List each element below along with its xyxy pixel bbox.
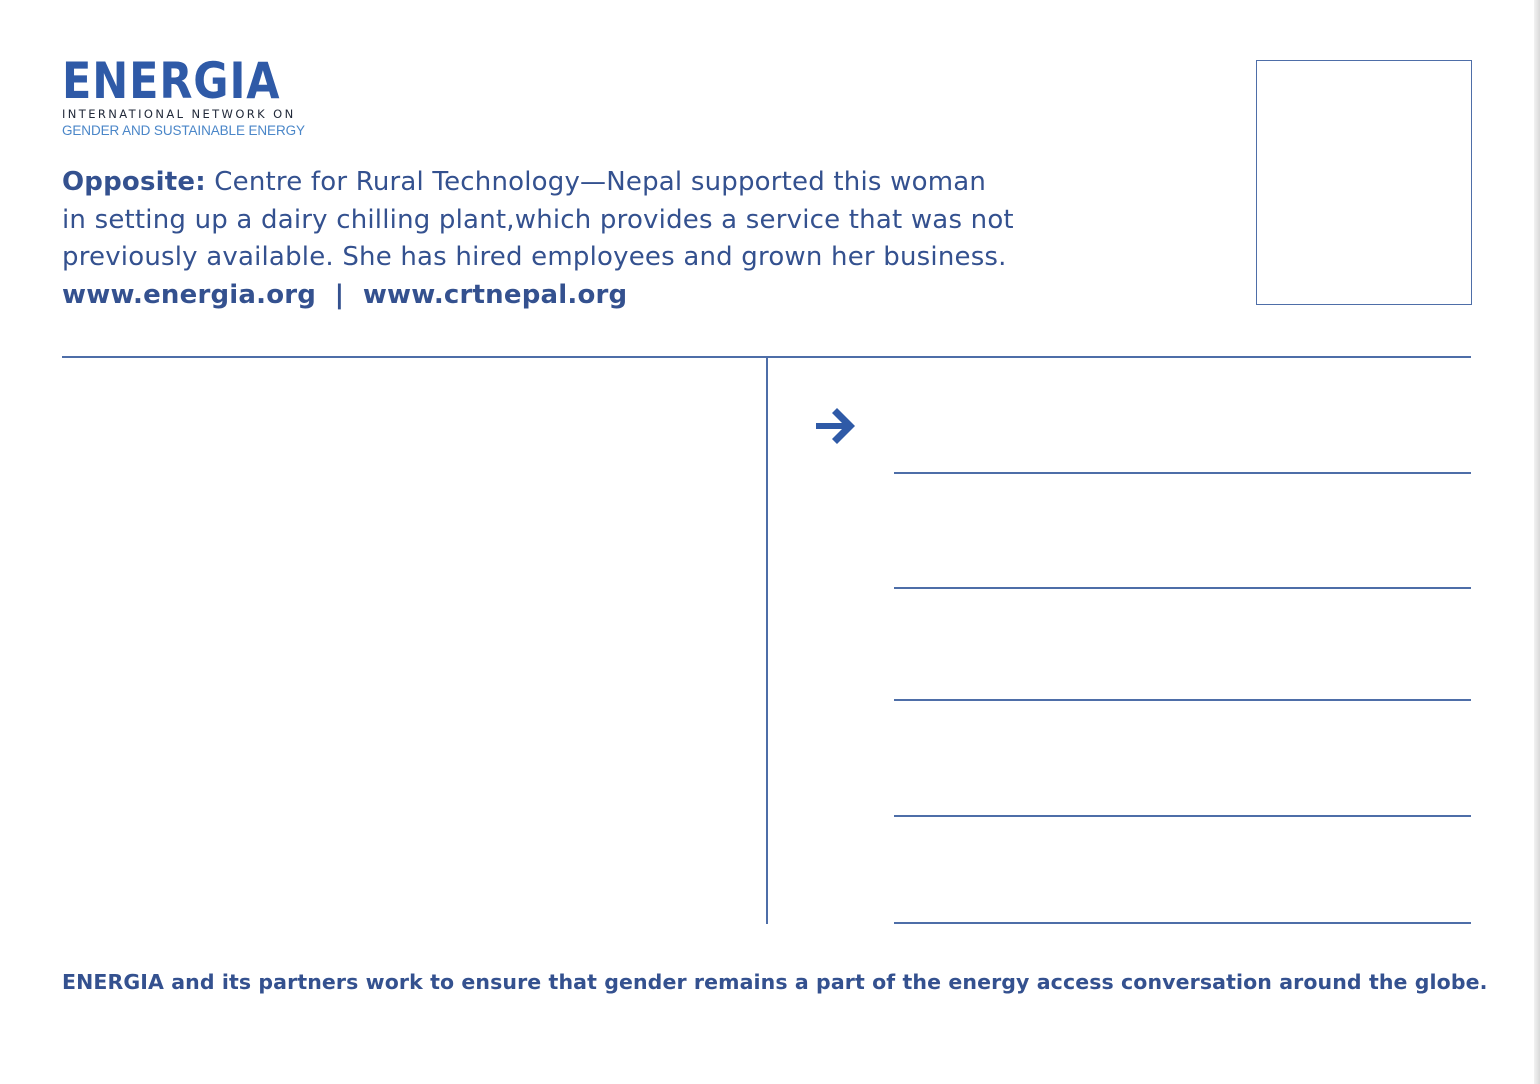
address-line-2: [894, 587, 1471, 589]
stamp-box: [1256, 60, 1472, 305]
caption-links: [62, 277, 1122, 315]
logo-tagline-line2: GENDER AND SUSTAINABLE ENERGY: [62, 123, 305, 138]
caption-lead: Opposite:: [62, 167, 206, 197]
caption-line-1: [62, 164, 1122, 202]
caption-line-1-text: Centre for Rural Technology—Nepal supported this woman: [205, 167, 987, 197]
photo-caption: [62, 164, 1122, 314]
link-separator: |: [316, 279, 363, 310]
address-line-4: [894, 815, 1471, 817]
energia-logo: [62, 52, 314, 138]
logo-tagline-line1: INTERNATIONAL NETWORK ON: [62, 107, 296, 121]
crtnepal-link[interactable]: www.crtnepal.org: [362, 279, 628, 310]
page-edge-shadow: [1534, 0, 1540, 1084]
center-divider: [766, 357, 768, 924]
caption-line-2: in setting up a dairy chilling plant,which provides a service that was not: [62, 204, 1014, 235]
energia-link[interactable]: www.energia.org: [62, 279, 317, 310]
caption-line-3: previously available. She has hired employees and grown her business.: [62, 242, 1007, 272]
arrow-right-icon: [814, 406, 858, 446]
address-line-3: [894, 699, 1471, 701]
address-line-1: [894, 472, 1471, 474]
footer-statement: ENERGIA and its partners work to ensure that gender remains a part of the energy access conversation around the globe.: [62, 970, 1488, 994]
address-line-5: [894, 922, 1471, 924]
logo-wordmark: ENERGIA: [62, 52, 281, 110]
